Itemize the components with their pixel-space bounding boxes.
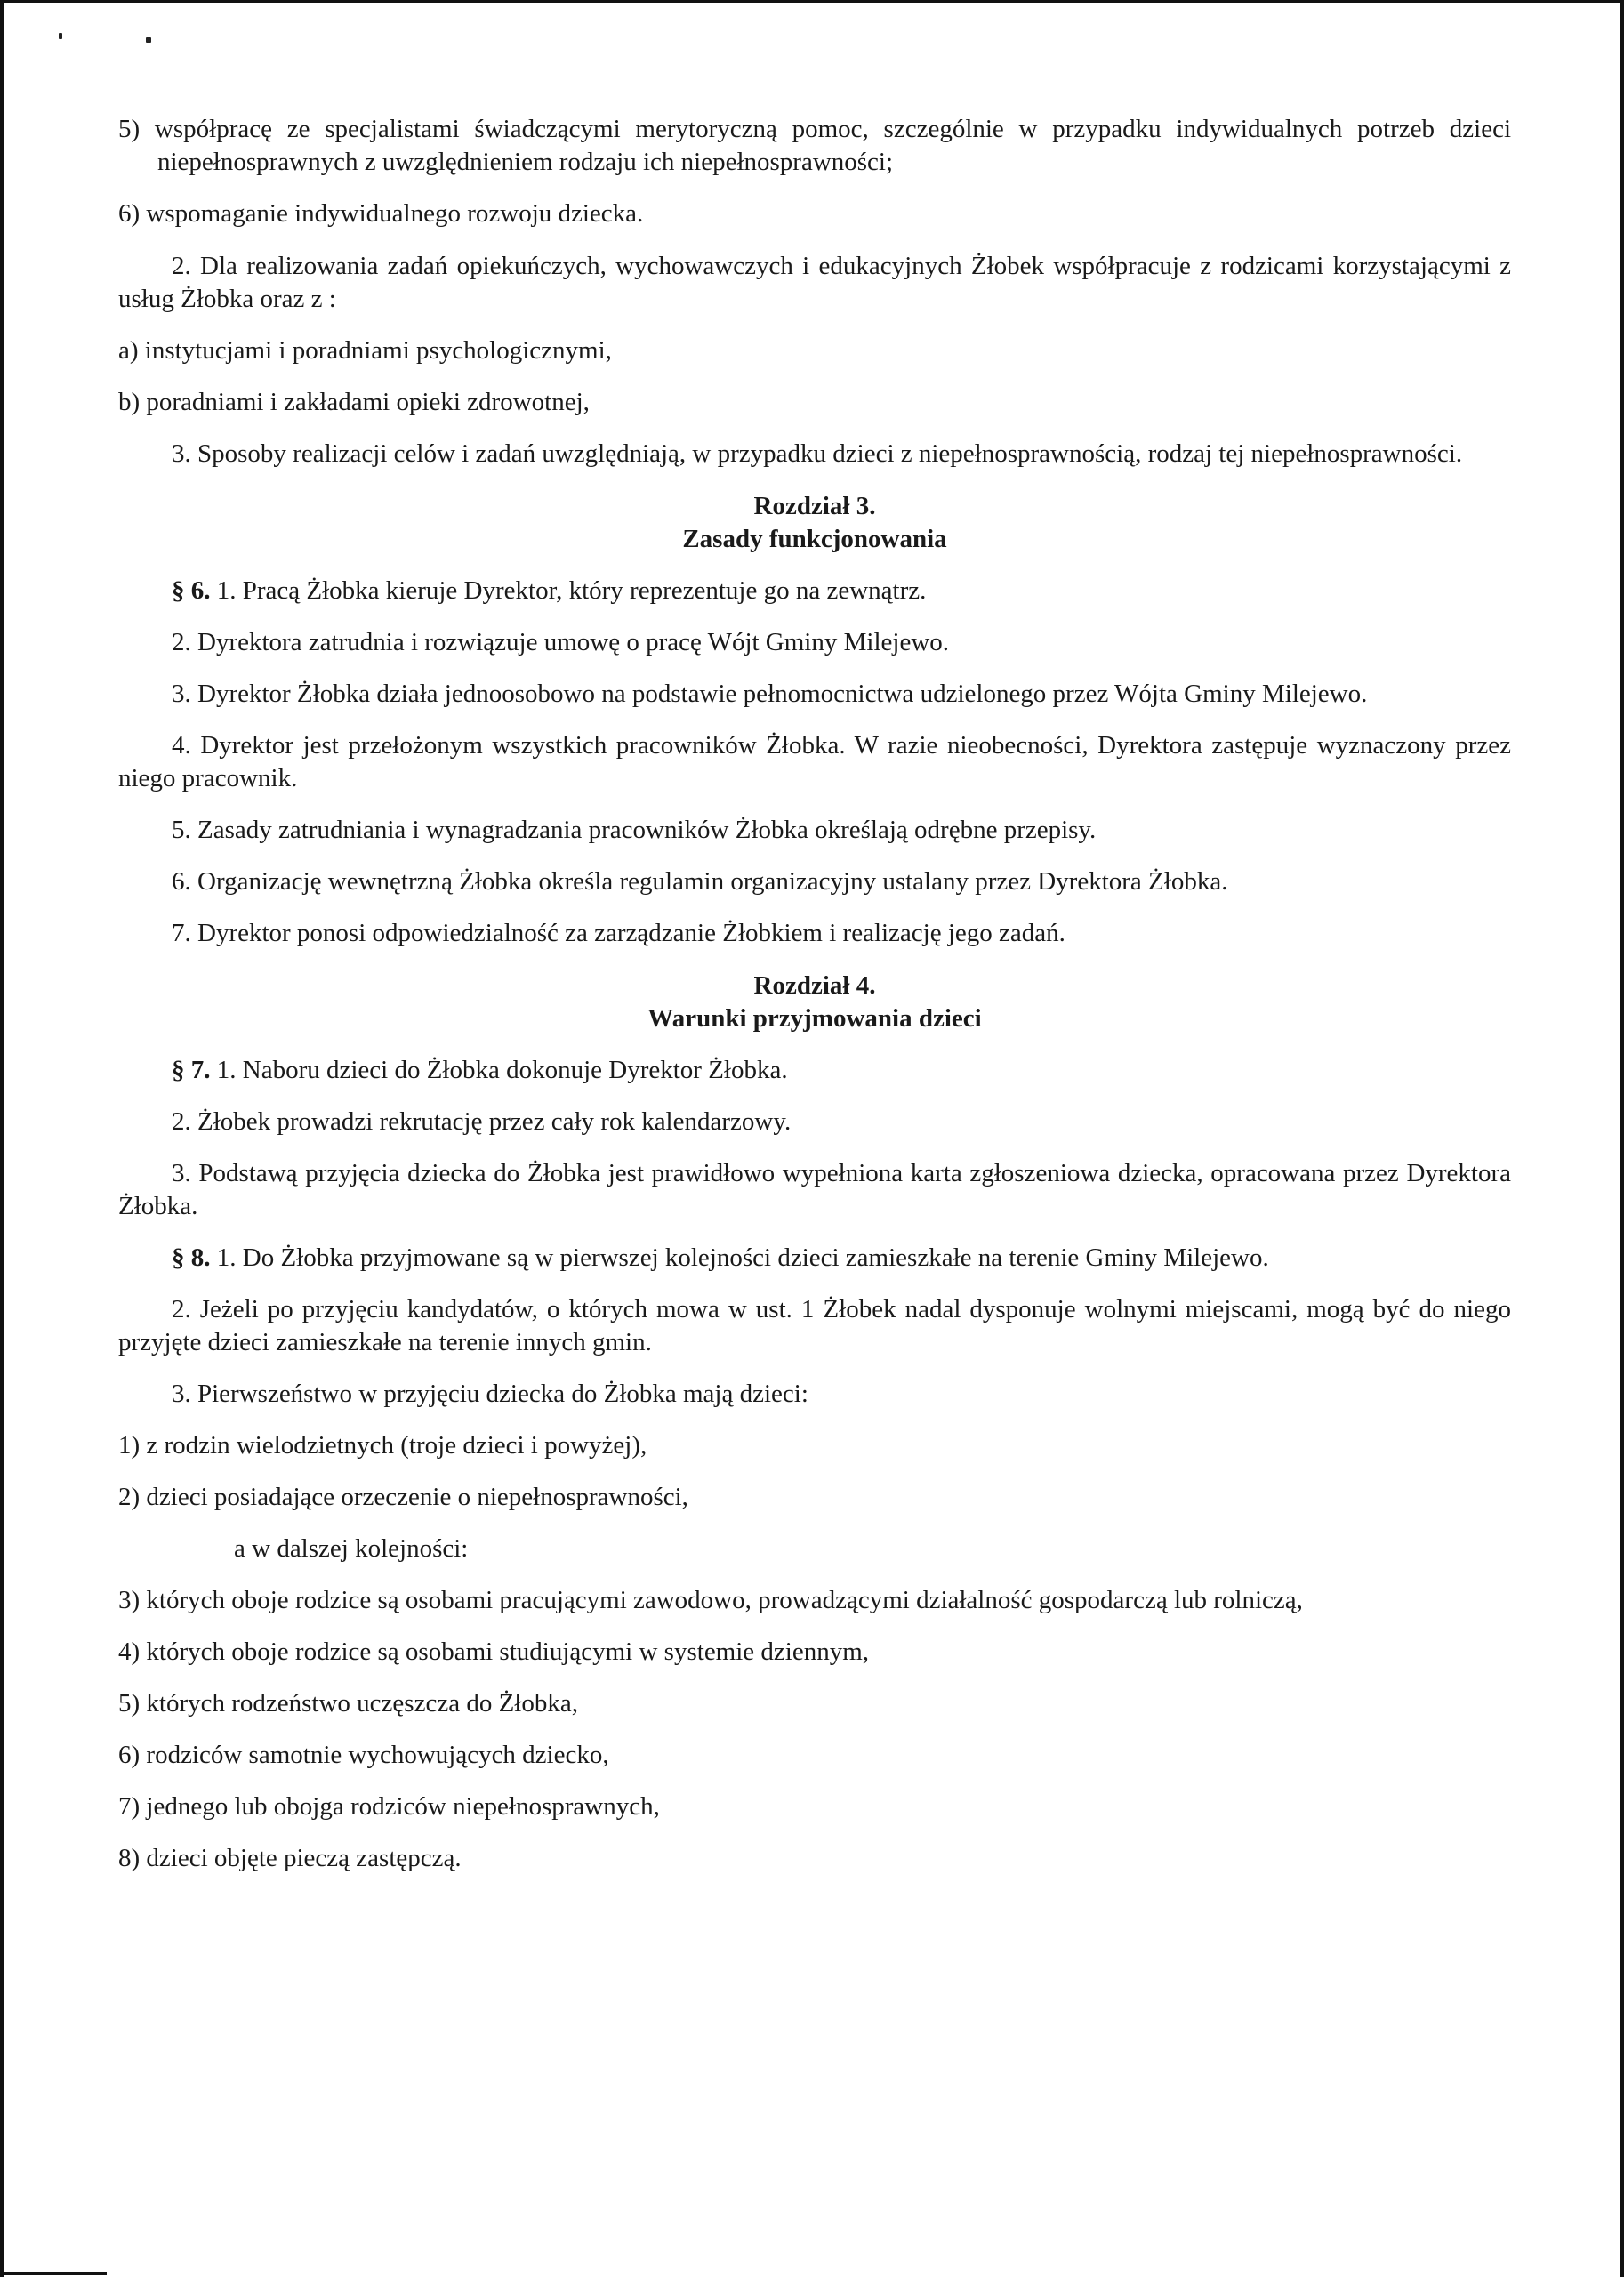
document-page [118, 113, 1511, 1875]
section-8-p1-text: 1. Do Żłobka przyjmowane są w pierwszej kolejności dzieci zamieszkałe na terenie Gminy Milejewo. [210, 1243, 1269, 1272]
paragraph-2: 2. Dla realizowania zadań opiekuńczych, wychowawczych i edukacyjnych Żłobek współpracuje z rodzicami korzystającymi z usług Żłobka oraz z : [118, 252, 1511, 313]
section-6-paragraph-3: 3. Dyrektor Żłobka działa jednoosobowo na podstawie pełnomocnictwa udzielonego przez Wójta Gminy Milejewo. [172, 680, 1368, 708]
priority-item-4: 4) których oboje rodzice są osobami studiującymi w systemie dziennym, [118, 1637, 870, 1666]
scan-border-bottom [0, 2272, 107, 2275]
priority-subheading: a w dalszej kolejności: [234, 1534, 469, 1563]
section-6-paragraph-7: 7. Dyrektor ponosi odpowiedzialność za zarządzanie Żłobkiem i realizację jego zadań. [172, 919, 1065, 947]
section-7-paragraph-3: 3. Podstawą przyjęcia dziecka do Żłobka jest prawidłowo wypełniona karta zgłoszeniowa dziecka, opracowana przez Dyrektora Żłobka. [118, 1159, 1511, 1220]
priority-item-2: 2) dzieci posiadające orzeczenie o niepełnosprawności, [118, 1483, 688, 1511]
section-6-paragraph-5: 5. Zasady zatrudniania i wynagradzania pracowników Żłobka określają odrębne przepisy. [172, 816, 1097, 844]
scan-border-left [0, 0, 4, 2277]
section-7-paragraph-2: 2. Żłobek prowadzi rekrutację przez cały rok kalendarzowy. [172, 1107, 792, 1136]
priority-item-3: 3) których oboje rodzice są osobami pracującymi zawodowo, prowadzącymi działalność gospodarczą lub rolniczą, [118, 1586, 1303, 1614]
priority-item-8: 8) dzieci objęte pieczą zastępczą. [118, 1844, 462, 1872]
section-6-paragraph-6: 6. Organizację wewnętrzną Żłobka określa regulamin organizacyjny ustalany przez Dyrektora Żłobka. [172, 867, 1228, 896]
priority-item-6: 6) rodziców samotnie wychowujących dziecko, [118, 1741, 609, 1769]
priority-item-1: 1) z rodzin wielodzietnych (troje dzieci i powyżej), [118, 1431, 647, 1460]
section-6-paragraph-1 [118, 575, 1511, 607]
scan-speck [146, 37, 151, 43]
section-6-paragraph-2: 2. Dyrektora zatrudnia i rozwiązuje umowę o pracę Wójt Gminy Milejewo. [172, 628, 950, 656]
priority-item-7: 7) jednego lub obojga rodziców niepełnosprawnych, [118, 1792, 660, 1821]
chapter-4-title: Warunki przyjmowania dzieci [647, 1004, 982, 1033]
section-8-paragraph-2: 2. Jeżeli po przyjęciu kandydatów, o których mowa w ust. 1 Żłobek nadal dysponuje wolnymi miejscami, mogą być do niego przyjęte dzieci zamieszkałe na terenie innych gmin. [118, 1295, 1511, 1356]
priority-item-5: 5) których rodzeństwo uczęszcza do Żłobka, [118, 1689, 578, 1718]
section-7-mark: § 7. [172, 1056, 211, 1084]
chapter-3-label: Rozdział 3. [753, 492, 876, 520]
chapter-3-title: Zasady funkcjonowania [682, 525, 947, 553]
scan-speck [59, 33, 62, 39]
section-8-mark: § 8. [172, 1243, 211, 1272]
section-7-p1-text: 1. Naboru dzieci do Żłobka dokonuje Dyrektor Żłobka. [210, 1056, 788, 1084]
paragraph-3: 3. Sposoby realizacji celów i zadań uwzględniają, w przypadku dzieci z niepełnosprawnością, rodzaj tej niepełnosprawności. [172, 439, 1463, 468]
paragraph-2a: a) instytucjami i poradniami psychologicznymi, [118, 336, 612, 365]
list-item-6: 6) wspomaganie indywidualnego rozwoju dziecka. [118, 199, 644, 228]
section-6-paragraph-4: 4. Dyrektor jest przełożonym wszystkich pracowników Żłobka. W razie nieobecności, Dyrektora zastępuje wyznaczony przez niego pracownik. [118, 731, 1511, 793]
scan-border-top [0, 0, 1624, 3]
section-6-p1-text: 1. Pracą Żłobka kieruje Dyrektor, który reprezentuje go na zewnątrz. [210, 576, 927, 605]
section-7-paragraph-1 [118, 1054, 1511, 1087]
paragraph-2b: b) poradniami i zakładami opieki zdrowotnej, [118, 388, 590, 416]
section-6-mark: § 6. [172, 576, 211, 605]
scan-border-right [1620, 0, 1624, 2277]
section-8-paragraph-1 [118, 1242, 1511, 1275]
chapter-4-label: Rozdział 4. [753, 971, 876, 1000]
list-item-5: 5) współpracę ze specjalistami świadczącymi merytoryczną pomoc, szczególnie w przypadku indywidualnych potrzeb dzieci niepełnosprawnych z uwzględnieniem rodzaju ich niepełnosprawności; [118, 115, 1511, 176]
section-8-paragraph-3: 3. Pierwszeństwo w przyjęciu dziecka do Żłobka mają dzieci: [172, 1380, 808, 1408]
